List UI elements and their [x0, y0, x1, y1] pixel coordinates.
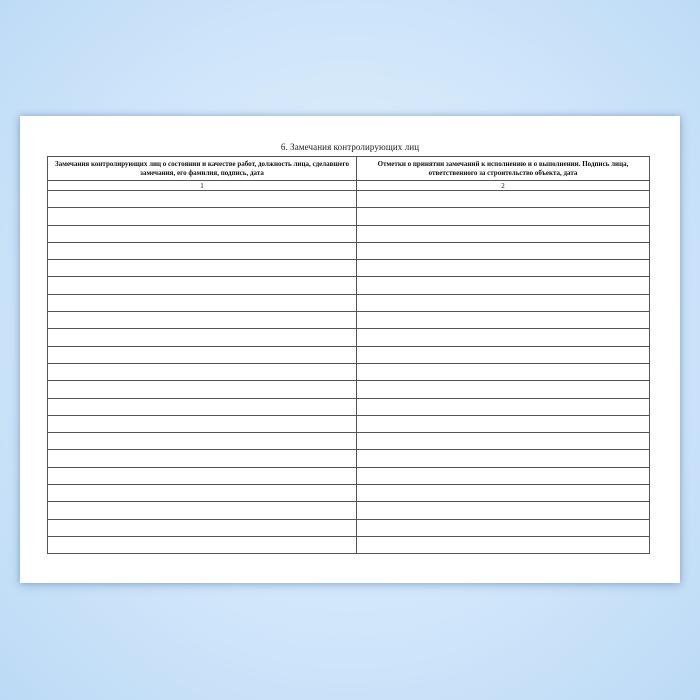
- table-row: [48, 346, 650, 363]
- remarks-cell[interactable]: [48, 260, 357, 277]
- remarks-cell[interactable]: [48, 363, 357, 380]
- remarks-cell[interactable]: [48, 294, 357, 311]
- remarks-cell[interactable]: [48, 450, 357, 467]
- table-row: [48, 381, 650, 398]
- acceptance-cell[interactable]: [357, 415, 650, 432]
- table-row: [48, 450, 650, 467]
- acceptance-cell[interactable]: [357, 208, 650, 225]
- column-header-remarks: Замечания контролирующих лиц о состоянии и качестве работ, должность лица, сделавшего замечания, его фамилия, подпись, дата: [48, 157, 357, 181]
- remarks-cell[interactable]: [48, 415, 357, 432]
- remarks-cell[interactable]: [48, 519, 357, 536]
- remarks-cell[interactable]: [48, 467, 357, 484]
- acceptance-cell[interactable]: [357, 294, 650, 311]
- table-row: [48, 502, 650, 519]
- acceptance-cell[interactable]: [357, 346, 650, 363]
- column-number-2: 2: [357, 181, 650, 191]
- table-row: [48, 433, 650, 450]
- acceptance-cell[interactable]: [357, 398, 650, 415]
- journal-page: [20, 116, 680, 583]
- table-row: [48, 312, 650, 329]
- table-row: [48, 415, 650, 432]
- acceptance-cell[interactable]: [357, 536, 650, 553]
- remarks-cell[interactable]: [48, 398, 357, 415]
- acceptance-cell[interactable]: [357, 433, 650, 450]
- acceptance-cell[interactable]: [357, 485, 650, 502]
- remarks-cell[interactable]: [48, 502, 357, 519]
- table-row: [48, 225, 650, 242]
- acceptance-cell[interactable]: [357, 467, 650, 484]
- remarks-cell[interactable]: [48, 208, 357, 225]
- acceptance-cell[interactable]: [357, 502, 650, 519]
- remarks-cell[interactable]: [48, 381, 357, 398]
- table-row: [48, 485, 650, 502]
- acceptance-cell[interactable]: [357, 381, 650, 398]
- remarks-cell[interactable]: [48, 312, 357, 329]
- remarks-cell[interactable]: [48, 242, 357, 259]
- table-row: [48, 519, 650, 536]
- table-row: [48, 467, 650, 484]
- table-row: [48, 536, 650, 553]
- acceptance-cell[interactable]: [357, 260, 650, 277]
- acceptance-cell[interactable]: [357, 519, 650, 536]
- acceptance-cell[interactable]: [357, 312, 650, 329]
- remarks-cell[interactable]: [48, 536, 357, 553]
- column-header-acceptance: Отметки о принятии замечаний к исполнению и о выполнении. Подпись лица, ответственного за строительство объекта, дата: [357, 157, 650, 181]
- acceptance-cell[interactable]: [357, 225, 650, 242]
- column-number-row: [48, 181, 650, 191]
- remarks-table: [47, 156, 650, 554]
- table-row: [48, 208, 650, 225]
- remarks-cell[interactable]: [48, 277, 357, 294]
- acceptance-cell[interactable]: [357, 277, 650, 294]
- table-row: [48, 294, 650, 311]
- acceptance-cell[interactable]: [357, 329, 650, 346]
- acceptance-cell[interactable]: [357, 450, 650, 467]
- acceptance-cell[interactable]: [357, 242, 650, 259]
- remarks-cell[interactable]: [48, 485, 357, 502]
- table-row: [48, 242, 650, 259]
- table-row: [48, 191, 650, 208]
- remarks-cell[interactable]: [48, 329, 357, 346]
- header-row: [48, 157, 650, 181]
- remarks-cell[interactable]: [48, 346, 357, 363]
- table-row: [48, 329, 650, 346]
- table-row: [48, 260, 650, 277]
- column-number-1: 1: [48, 181, 357, 191]
- table-row: [48, 398, 650, 415]
- table-row: [48, 363, 650, 380]
- remarks-cell[interactable]: [48, 433, 357, 450]
- acceptance-cell[interactable]: [357, 191, 650, 208]
- page-title: 6. Замечания контролирующих лиц: [280, 142, 420, 152]
- acceptance-cell[interactable]: [357, 363, 650, 380]
- remarks-cell[interactable]: [48, 225, 357, 242]
- table-row: [48, 277, 650, 294]
- remarks-cell[interactable]: [48, 191, 357, 208]
